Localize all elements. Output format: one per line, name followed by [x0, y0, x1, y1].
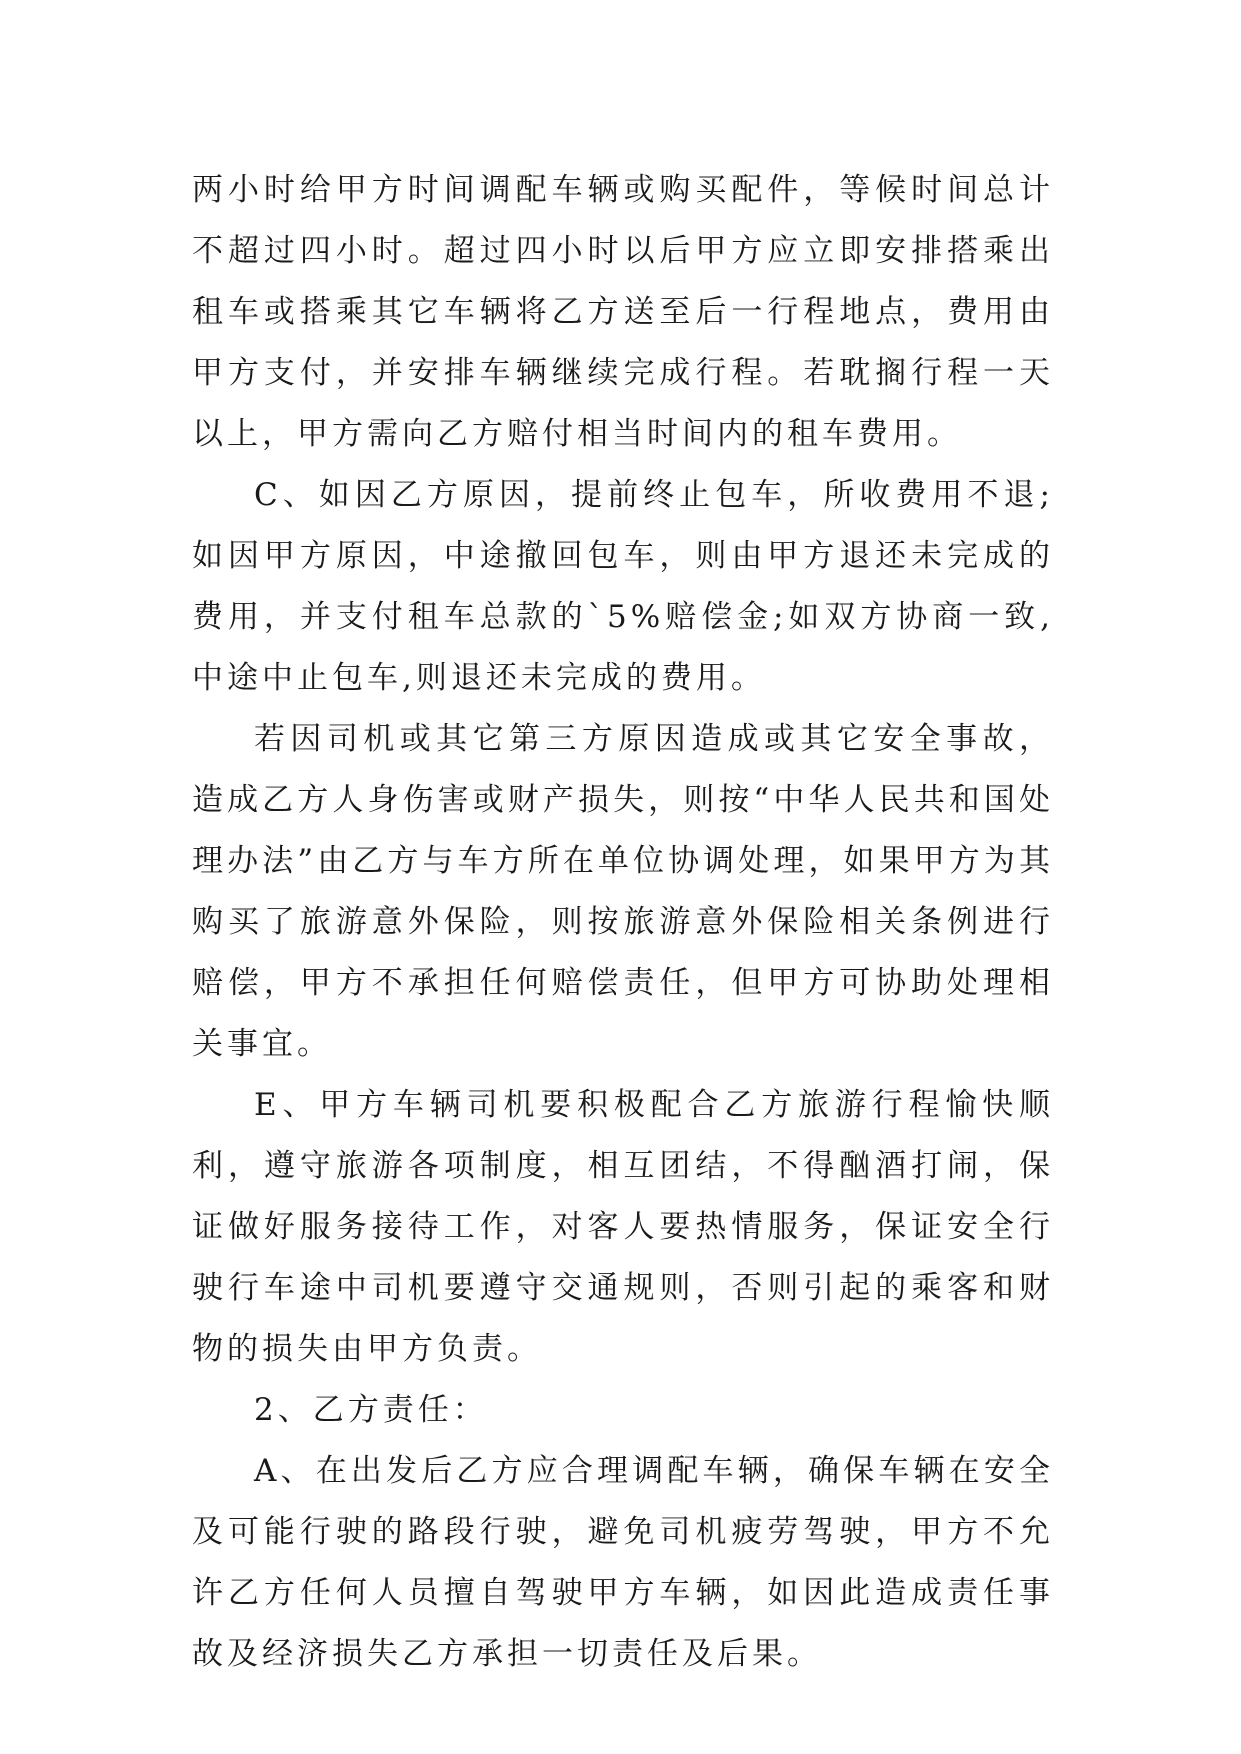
- paragraph-continuation: 两小时给甲方时间调配车辆或购买配件，等候时间总计不超过四小时。超过四小时以后甲方应立即安排搭乘出租车或搭乘其它车辆将乙方送至后一行程地点，费用由甲方支付，并安排车辆继续完成行程。若耽搁行程一天以上，甲方需向乙方赔付相当时间内的租车费用。: [192, 172, 1054, 452]
- paragraph-clause-c: C、如因乙方原因，提前终止包车，所收费用不退;如因甲方原因，中途撤回包车，则由甲方退还未完成的费用，并支付租车总款的`5%赔偿金;如双方协商一致,中途中止包车,则退还未完成的费用。: [192, 477, 1054, 696]
- paragraph-clause-a: A、在出发后乙方应合理调配车辆，确保车辆在安全及可能行驶的路段行驶，避免司机疲劳驾驶，甲方不允许乙方任何人员擅自驾驶甲方车辆，如因此造成责任事故及经济损失乙方承担一切责任及后果。: [192, 1453, 1054, 1672]
- paragraph-clause-e: E、甲方车辆司机要积极配合乙方旅游行程愉快顺利，遵守旅游各项制度，相互团结，不得酗酒打闹，保证做好服务接待工作，对客人要热情服务，保证安全行驶行车途中司机要遵守交通规则，否则引起的乘客和财物的损失由甲方负责。: [192, 1087, 1054, 1367]
- document-body: [192, 160, 1054, 1685]
- paragraph-accident: 若因司机或其它第三方原因造成或其它安全事故，造成乙方人身伤害或财产损失，则按“中华人民共和国处理办法”由乙方与车方所在单位协调处理，如果甲方为其购买了旅游意外保险，则按旅游意外保险相关条例进行赔偿，甲方不承担任何赔偿责任，但甲方可协助处理相关事宜。: [192, 721, 1054, 1062]
- section-heading-party-b: 2、乙方责任：: [254, 1392, 488, 1428]
